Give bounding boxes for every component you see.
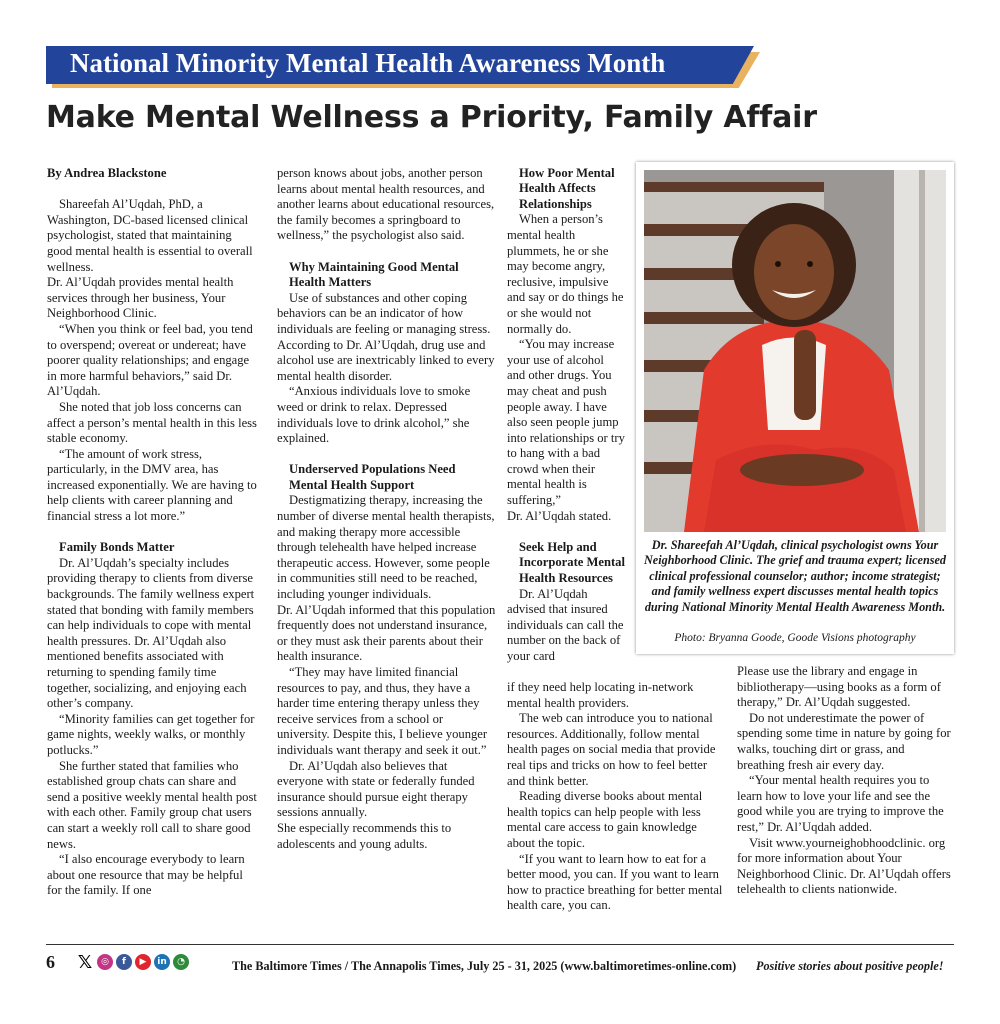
instagram-icon[interactable]: ◎: [97, 954, 113, 970]
paragraph: “They may have limited financial resources to pay, and thus, they have a harder time entering therapy unless they receive services from a school or university. Despite this, I believe younger individuals want therapy and seek it out.”: [277, 665, 488, 757]
youtube-icon[interactable]: ▶: [135, 954, 151, 970]
paragraph: Destigmatizing therapy, increasing the number of diverse mental health therapists, and making therapy more accessible through telehealth have helped increase therapeutic access. However, some people in communities still need to be reached, including younger individuals.: [277, 493, 495, 602]
article-column-2: [277, 166, 496, 852]
paragraph: She further stated that families who established group chats can share and send a positive weekly mental health post with each other. Family group chat users can start a weekly roll call to share good news.: [47, 758, 257, 851]
subheading: Seek Help and Incorporate Mental Health Resources: [519, 539, 625, 586]
paragraph: When a person’s mental health plummets, he or she may become angry, reclusive, impulsive and say or do things he or she would not normally do.: [507, 212, 624, 336]
paragraph: Please use the library and engage in bibliotherapy—using books as a form of therapy,” Dr. Al’Uqdah suggested.: [737, 664, 941, 710]
paragraph: person knows about jobs, another person learns about mental health resources, and another learns about educational resources, the family becomes a springboard to wellness,” the psychologist also said.: [277, 166, 495, 243]
paragraph: “Your mental health requires you to learn how to love your life and see the good while you are trying to improve the rest,” Dr. Al’Uqdah added.: [737, 773, 944, 834]
footer-tagline: Positive stories about positive people!: [756, 959, 944, 973]
paragraph: Dr. Al’Uqdah advised that insured individuals can call the number on the back of your card: [507, 586, 624, 663]
paragraph: Do not underestimate the power of spending some time in nature by going for walks, touching dirt or grass, and breathing fresh air every day.: [737, 710, 951, 772]
paragraph: “The amount of work stress, particularly, in the DMV area, has increased exponentially. We are having to help clients with career planning and financial stress a lot more.”: [47, 446, 257, 524]
facebook-icon[interactable]: f: [116, 954, 132, 970]
article-column-3-bottom: [507, 680, 725, 914]
article-column-4: [737, 664, 955, 898]
article-column-1: [47, 166, 260, 899]
paragraph: “Anxious individuals love to smoke weed or drink to relax. Depressed individuals love to drink alcohol,” she explained.: [277, 384, 471, 446]
linkedin-icon[interactable]: in: [154, 954, 170, 970]
paragraph: Dr. Al’Uqdah also believes that everyone with state or federally funded insurance should pursue eight therapy sessions annually.: [277, 758, 475, 820]
portrait-photo: [644, 170, 946, 532]
article-headline: Make Mental Wellness a Priority, Family Affair: [46, 100, 817, 135]
paragraph: She especially recommends this to adolescents and young adults.: [277, 820, 452, 851]
paragraph: Dr. Al’Uqdah informed that this population frequently does not understand insurance, or they must ask their parents about their health insurance.: [277, 602, 496, 664]
paragraph: “When you think or feel bad, you tend to overspend; overeat or undereat; have poorer quality relationships; and engage in more harmful behaviors,” said Dr. Al’Uqdah.: [47, 321, 253, 399]
photo-credit: Photo: Bryanna Goode, Goode Visions photography: [674, 632, 916, 644]
article-column-3-top: [507, 150, 625, 665]
subheading: How Poor Mental Health Affects Relationships: [519, 165, 615, 211]
paragraph: “I also encourage everybody to learn about one resource that may be helpful for the family. If one: [47, 852, 245, 898]
page-number: 6: [46, 952, 55, 972]
rss-icon[interactable]: ◔: [173, 954, 189, 970]
paragraph: Reading diverse books about mental health topics can help people with less mental care access to gain knowledge about the topic.: [507, 789, 703, 850]
photo-frame: [636, 162, 954, 654]
paragraph: Dr. Al’Uqdah stated.: [507, 508, 612, 523]
banner-title: National Minority Mental Health Awareness Month: [70, 48, 666, 78]
subheading: Why Maintaining Good Mental Health Matters: [289, 259, 459, 290]
paragraph: The web can introduce you to national resources. Additionally, follow mental health pages on social media that provide real tips and tricks on how to feel better and think better.: [507, 711, 716, 788]
footer-divider: [46, 944, 954, 945]
paragraph: “Minority families can get together for game nights, weekly walks, or monthly potlucks.”: [47, 711, 255, 757]
social-icons: [76, 951, 189, 973]
paragraph: Shareefah Al’Uqdah, PhD, a Washington, DC-based licensed clinical psychologist, stated that maintaining good mental health is essential to overall wellness.: [47, 197, 253, 274]
portrait-illustration: [644, 170, 946, 532]
subheading: Family Bonds Matter: [59, 540, 175, 555]
byline: By Andrea Blackstone: [47, 166, 167, 180]
paragraph: Dr. Al’Uqdah’s specialty includes providing therapy to clients from diverse backgrounds. The family wellness expert stated that bonding with family members can help individuals to cope with mental health pressures. Dr. Al’Uqdah also mentioned benefits associated with returning to spending family time together, socializing, and enjoying each other’s company.: [47, 555, 255, 711]
paragraph: Use of substances and other coping behaviors can be an indicator of how individuals are feeling or managing stress. According to Dr. Al’Uqdah, drug use and alcohol use are inextricably linked to every mental health disorder.: [277, 290, 495, 383]
publication-info: The Baltimore Times / The Annapolis Times, July 25 - 31, 2025 (www.baltimoretimes-online.com): [232, 959, 737, 973]
photo-caption: Dr. Shareefah Al’Uqdah, clinical psychologist owns Your Neighborhood Clinic. The grief and trauma expert; licensed clinical professional counselor; author; income strategist; and family wellness expert discusses mental health topics during National Minority Mental Health Awareness Month.: [644, 538, 946, 614]
x-icon[interactable]: 𝕏: [77, 951, 93, 973]
paragraph: She noted that job loss concerns can affect a person’s mental health in this less stable economy.: [47, 399, 257, 446]
paragraph: “If you want to learn how to eat for a better mood, you can. If you want to learn how to practice breathing for better mental health care, you can.: [507, 851, 723, 913]
paragraph-spacer: [47, 182, 260, 198]
subheading: Underserved Populations Need Mental Health Support: [289, 462, 456, 492]
paragraph: Visit www.yourneighobhoodclinic. org for more information about Your Neighborhood Clinic. Dr. Al’Uqdah offers telehealth to clients nationwide.: [737, 835, 951, 897]
paragraph: Dr. Al’Uqdah provides mental health services through her business, Your Neighborhood Clinic.: [47, 275, 234, 321]
paragraph: “You may increase your use of alcohol and other drugs. You may cheat and push people away. I have also seen people jump into relationships or try to hang with a bad crowd when their mental health is suffering,”: [507, 337, 625, 508]
paragraph: if they need help locating in-network mental health providers.: [507, 680, 694, 710]
section-banner: [46, 46, 762, 88]
